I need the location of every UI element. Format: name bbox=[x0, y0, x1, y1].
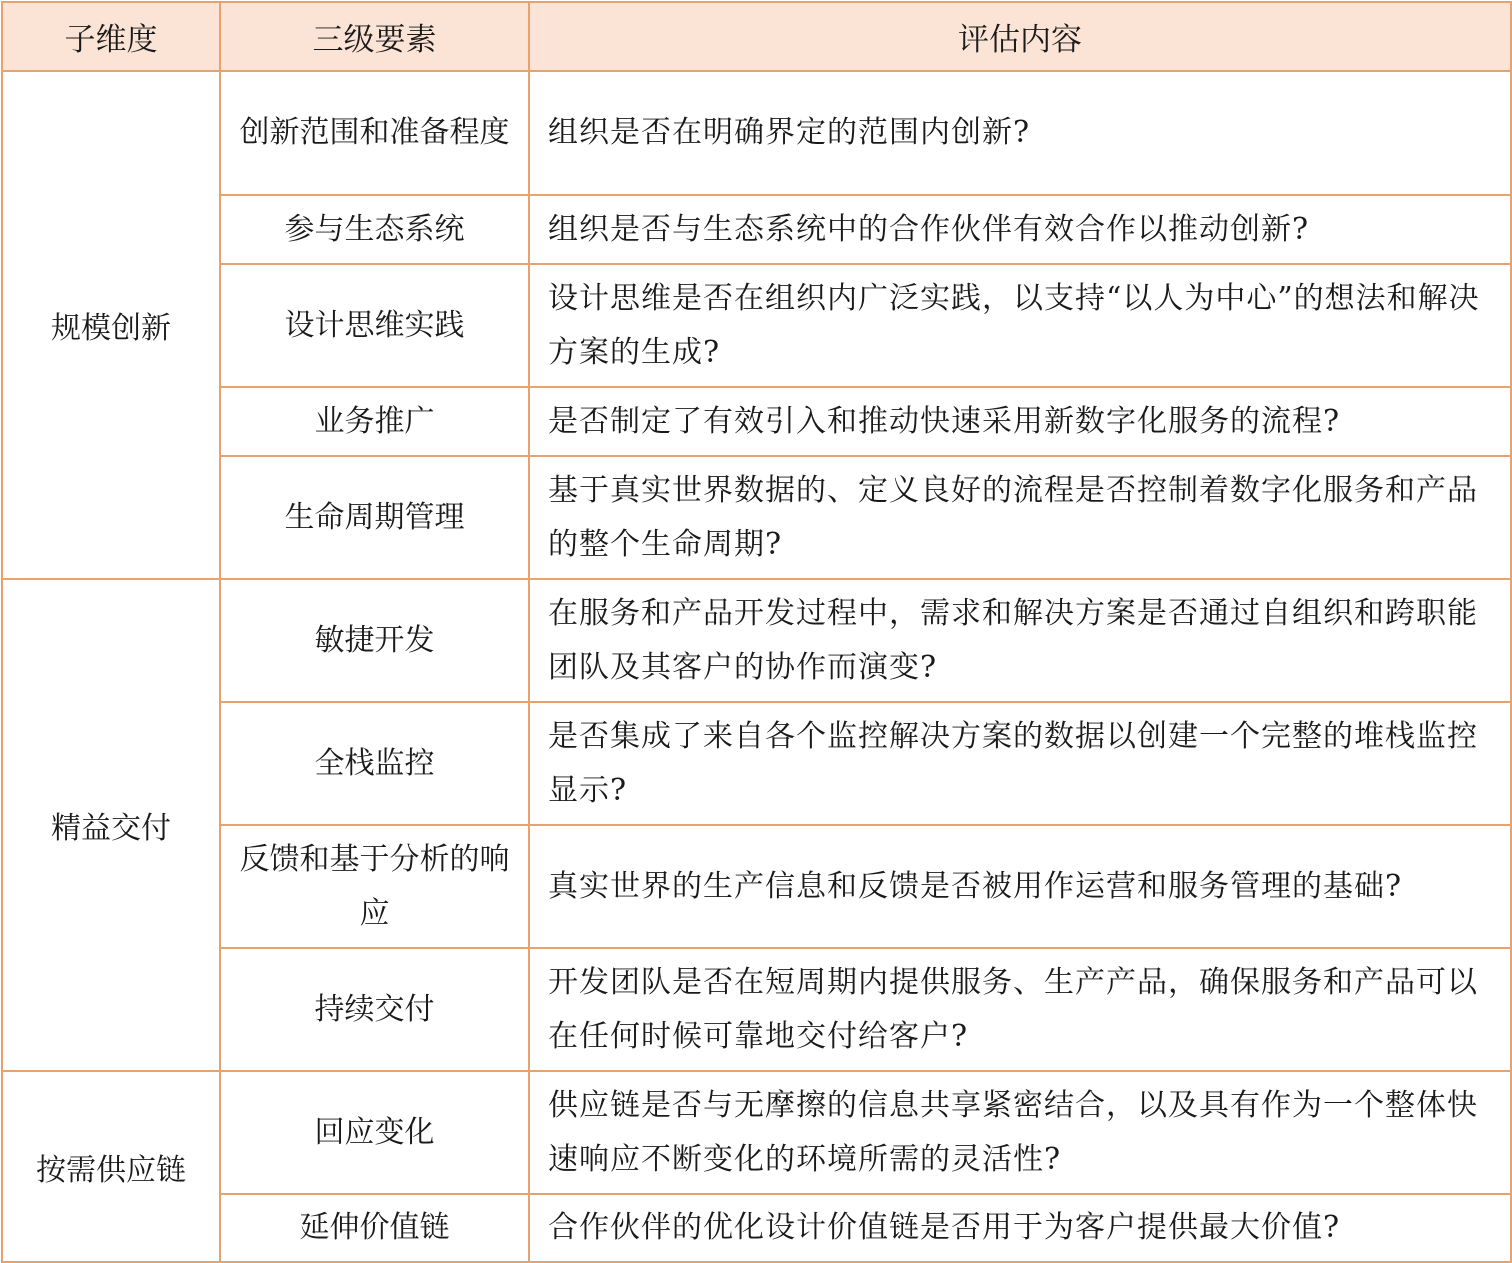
content-cell: 是否集成了来自各个监控解决方案的数据以创建一个完整的堆栈监控显示? bbox=[529, 702, 1511, 825]
header-row bbox=[2, 2, 1511, 71]
content-cell: 基于真实世界数据的、定义良好的流程是否控制着数字化服务和产品的整个生命周期? bbox=[529, 456, 1511, 579]
content-cell: 在服务和产品开发过程中，需求和解决方案是否通过自组织和跨职能团队及其客户的协作而演变? bbox=[529, 579, 1511, 702]
content-cell: 组织是否与生态系统中的合作伙伴有效合作以推动创新? bbox=[529, 195, 1511, 264]
table-row bbox=[2, 195, 1511, 264]
element-cell: 持续交付 bbox=[220, 948, 529, 1071]
element-cell: 全栈监控 bbox=[220, 702, 529, 825]
table-row bbox=[2, 579, 1511, 702]
table-row bbox=[2, 71, 1511, 195]
header-sub-dimension: 子维度 bbox=[2, 2, 220, 71]
content-cell: 开发团队是否在短周期内提供服务、生产产品，确保服务和产品可以在任何时候可靠地交付给客户? bbox=[529, 948, 1511, 1071]
element-cell: 反馈和基于分析的响应 bbox=[220, 825, 529, 948]
content-cell: 设计思维是否在组织内广泛实践，以支持“以人为中心”的想法和解决方案的生成? bbox=[529, 264, 1511, 387]
content-cell: 合作伙伴的优化设计价值链是否用于为客户提供最大价值? bbox=[529, 1194, 1511, 1262]
content-cell: 组织是否在明确界定的范围内创新? bbox=[529, 71, 1511, 195]
table-row bbox=[2, 1071, 1511, 1194]
element-cell: 延伸价值链 bbox=[220, 1194, 529, 1262]
element-cell: 创新范围和准备程度 bbox=[220, 71, 529, 195]
sub-dimension-cell: 规模创新 bbox=[2, 71, 220, 579]
sub-dimension-cell: 按需供应链 bbox=[2, 1071, 220, 1262]
header-element: 三级要素 bbox=[220, 2, 529, 71]
element-cell: 回应变化 bbox=[220, 1071, 529, 1194]
table-row bbox=[2, 825, 1511, 948]
table-row bbox=[2, 948, 1511, 1071]
header-content: 评估内容 bbox=[529, 2, 1511, 71]
content-cell: 是否制定了有效引入和推动快速采用新数字化服务的流程? bbox=[529, 387, 1511, 456]
table-row bbox=[2, 264, 1511, 387]
element-cell: 敏捷开发 bbox=[220, 579, 529, 702]
evaluation-table bbox=[1, 1, 1512, 1263]
sub-dimension-cell: 精益交付 bbox=[2, 579, 220, 1071]
content-cell: 真实世界的生产信息和反馈是否被用作运营和服务管理的基础? bbox=[529, 825, 1511, 948]
table-row bbox=[2, 1194, 1511, 1262]
table-row bbox=[2, 456, 1511, 579]
content-cell: 供应链是否与无摩擦的信息共享紧密结合，以及具有作为一个整体快速响应不断变化的环境所需的灵活性? bbox=[529, 1071, 1511, 1194]
element-cell: 生命周期管理 bbox=[220, 456, 529, 579]
element-cell: 设计思维实践 bbox=[220, 264, 529, 387]
element-cell: 参与生态系统 bbox=[220, 195, 529, 264]
element-cell: 业务推广 bbox=[220, 387, 529, 456]
table-row bbox=[2, 702, 1511, 825]
table-row bbox=[2, 387, 1511, 456]
